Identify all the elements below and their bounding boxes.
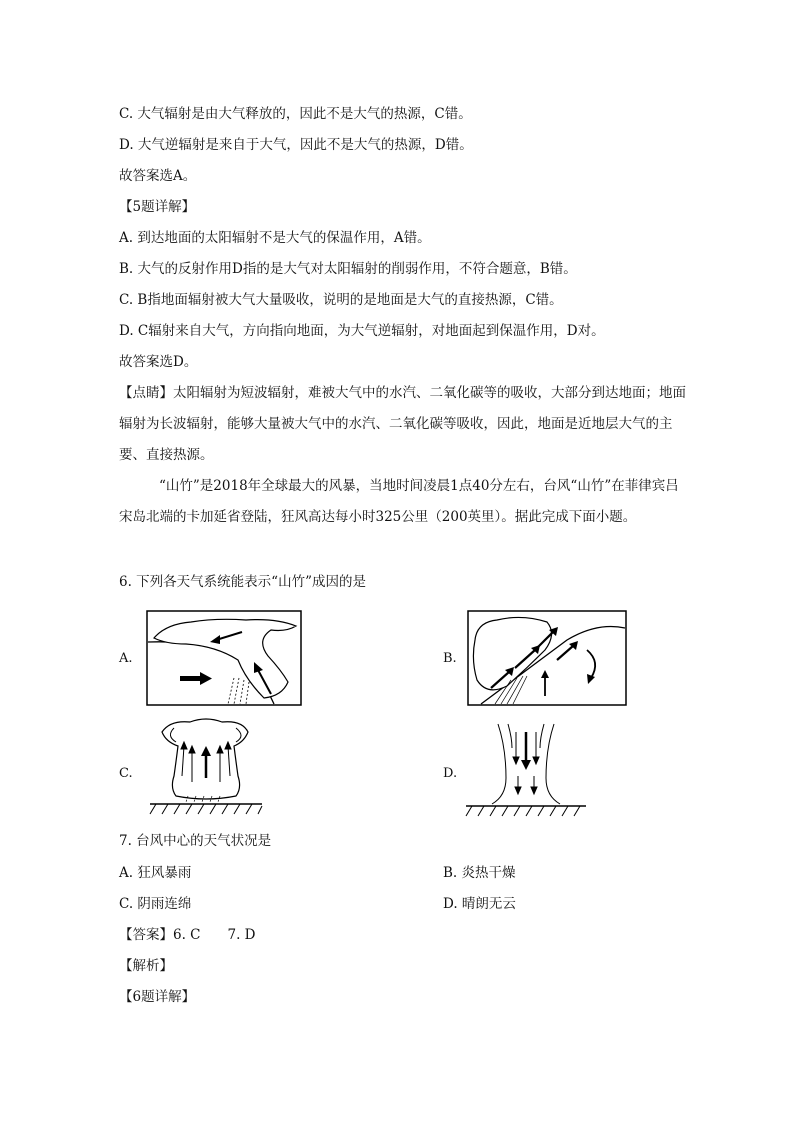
- option-b-label: B.: [443, 651, 457, 666]
- text-line: D. C辐射来自大气，方向指向地面，为大气逆辐射，对地面起到保温作用，D对。: [119, 323, 605, 339]
- figure-c-cyclone: [146, 716, 266, 818]
- text-line: C. 大气辐射是由大气释放的，因此不是大气的热源，C错。: [119, 106, 472, 122]
- figure-a-cold-front: [146, 610, 302, 706]
- text-line: B. 大气的反射作用D指的是大气对太阳辐射的削弱作用，不符合题意，B错。: [119, 261, 577, 277]
- section-heading: 【5题详解】: [119, 199, 196, 215]
- text-line: 故答案选D。: [119, 354, 198, 370]
- analysis-heading: 【解析】: [119, 958, 173, 974]
- figure-b-warm-front: [467, 610, 627, 706]
- question-7-stem: 7. 台风中心的天气状况是: [119, 833, 272, 849]
- text-line: 故答案选A。: [119, 168, 197, 184]
- q7-option-d: D. 晴朗无云: [443, 896, 516, 912]
- question-6-stem: 6. 下列各天气系统能表示“山竹”成因的是: [119, 574, 366, 590]
- q7-option-a: A. 狂风暴雨: [119, 865, 192, 881]
- figure-d-anticyclone: [462, 718, 590, 820]
- text-line: A. 到达地面的太阳辐射不是大气的保温作用，A错。: [119, 230, 431, 246]
- q7-option-b: B. 炎热干燥: [443, 865, 516, 881]
- tip-paragraph: 【点睛】太阳辐射为短波辐射，难被大气中的水汽、二氧化碳等的吸收，大部分到达地面；地面辐射为长波辐射，能够大量被大气中的水汽、二氧化碳等吸收，因此，地面是近地层大气的主要、直接热源。: [119, 385, 686, 463]
- q6-detail-heading: 【6题详解】: [119, 989, 196, 1005]
- text-line: C. B指地面辐射被大气大量吸收，说明的是地面是大气的直接热源，C错。: [119, 292, 563, 308]
- text-line: D. 大气逆辐射是来自于大气，因此不是大气的热源，D错。: [119, 137, 473, 153]
- option-a-label: A.: [119, 651, 133, 666]
- answer-line: 【答案】6. C 7. D: [119, 927, 256, 943]
- option-d-label: D.: [443, 766, 458, 781]
- passage-paragraph: “山竹”是2018年全球最大的风暴，当地时间凌晨1点40分左右，台风“山竹”在菲律宾吕宋岛北端的卡加延省登陆，狂风高达每小时325公里（200英里）。据此完成下面小题。: [119, 478, 679, 525]
- option-c-label: C.: [119, 766, 133, 781]
- q7-option-c: C. 阴雨连绵: [119, 896, 192, 912]
